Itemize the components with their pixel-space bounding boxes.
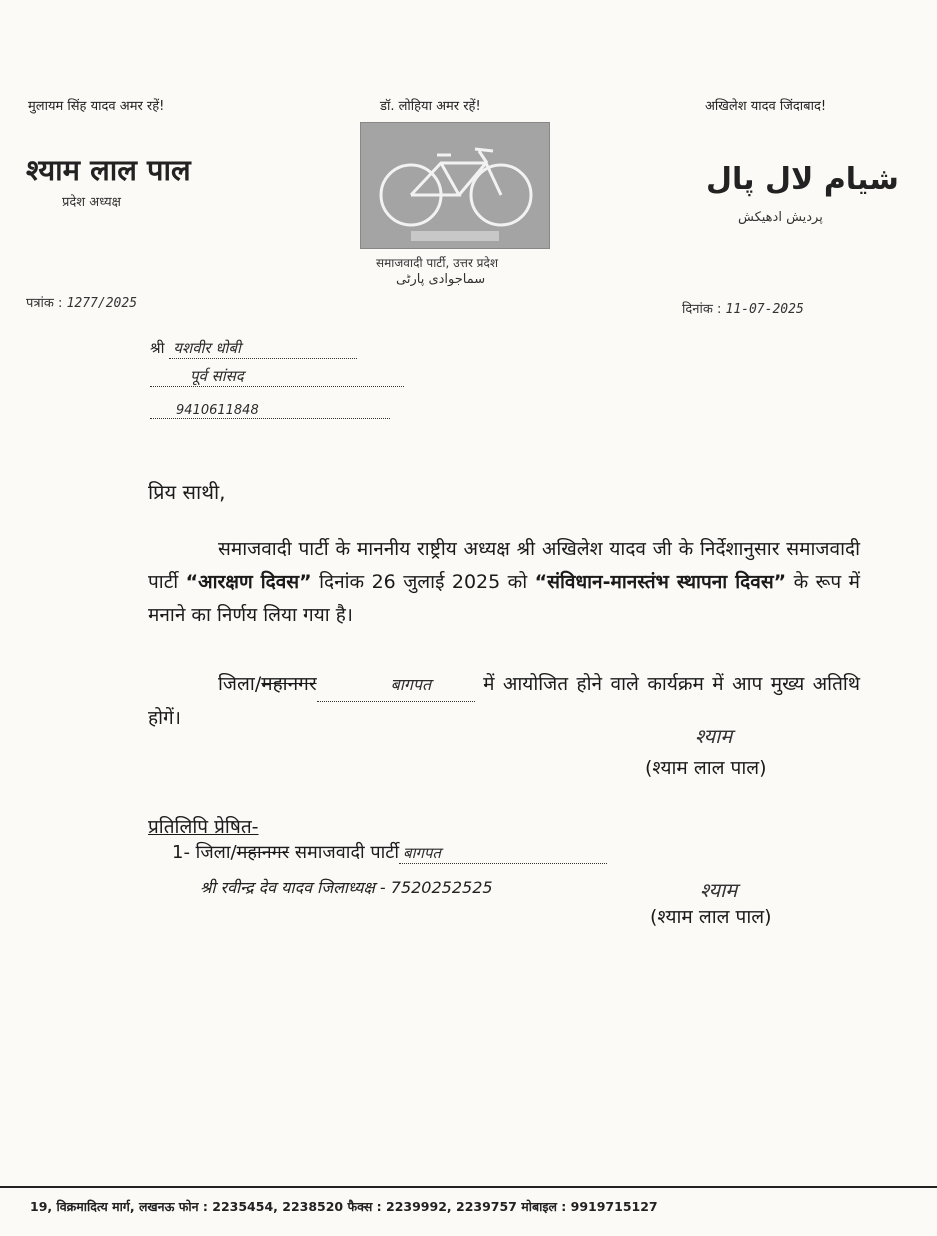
- addressee-designation-line: [150, 366, 404, 387]
- addressee-name-line: [150, 338, 357, 359]
- copy-to-line: [172, 840, 607, 864]
- copy-line-mid: समाजवादी पार्टी: [289, 842, 400, 863]
- para2-text-1: जिला/: [218, 673, 262, 695]
- letter-date: [682, 299, 804, 317]
- footer-divider: [0, 1186, 937, 1188]
- slogan-left: मुलायम सिंह यादव अमर रहें!: [28, 99, 165, 114]
- para1-bold-1: “आरक्षण दिवस”: [185, 571, 312, 593]
- para2-text-2: में आयोजित होने वाले कार्यक्रम में आप मुख्य अतिथि होगें।: [148, 673, 860, 729]
- sender-title-hindi: प्रदेश अध्यक्ष: [62, 195, 121, 210]
- addressee-prefix: श्री: [150, 339, 165, 357]
- para1-text-3: के रूप में मनाने का निर्णय लिया गया है।: [148, 571, 860, 626]
- date-value: 11-07-2025: [725, 302, 804, 317]
- sender-name-urdu: شیام لال پال: [706, 162, 899, 197]
- addressee-phone: 9410611848: [150, 403, 390, 419]
- bicycle-icon: [361, 123, 549, 248]
- sender-title-urdu: پردیش ادھیکش: [738, 210, 823, 225]
- para1-text-1: समाजवादी पार्टी के माननीय राष्ट्रीय अध्यक्ष श्री अखिलेश यादव जी के निर्देशानुसार समाजवादी पार्टी: [148, 538, 860, 593]
- signature-scribble-2: श्याम: [700, 878, 738, 902]
- body-paragraph-2: [148, 668, 860, 735]
- para2-struck: महानगर: [261, 673, 317, 695]
- body-paragraph-1: [148, 533, 860, 632]
- copy-handwritten-note: श्री रवीन्द्र देव यादव जिलाध्यक्ष - 7520252525: [200, 878, 493, 897]
- party-logo: [360, 122, 550, 249]
- copy-line-struck: महानगर: [236, 842, 290, 863]
- addressee-name: यशवीर धोबी: [169, 338, 357, 359]
- slogan-center: डॉ. लोहिया अमर रहें!: [380, 99, 481, 114]
- addressee-designation: पूर्व सांसद: [150, 366, 404, 387]
- party-name-urdu: سماجوادی پارٹی: [396, 272, 486, 287]
- reference-number: [26, 293, 137, 311]
- copy-to-heading: प्रतिलिपि प्रेषित-: [148, 816, 259, 838]
- addressee-phone-line: [150, 403, 390, 419]
- reference-value: 1277/2025: [66, 296, 138, 311]
- date-label: दिनांक :: [682, 302, 722, 317]
- copy-line-prefix: 1- जिला/: [172, 842, 237, 863]
- slogan-right: अखिलेश यादव जिंदाबाद!: [705, 99, 827, 114]
- para1-bold-2: “संविधान-मानस्तंभ स्थापना दिवस”: [534, 571, 787, 593]
- signature-scribble-1: श्याम: [695, 724, 733, 748]
- reference-label: पत्रांक :: [26, 296, 63, 311]
- para1-text-2: दिनांक 26 जुलाई 2025 को: [311, 571, 535, 593]
- sender-name-hindi: श्याम लाल पाल: [26, 153, 191, 187]
- footer-address: 19, विक्रमादित्य मार्ग, लखनऊ फोन : 2235454, 2238520 फैक्स : 2239992, 2239757 मोबाइल : 9919715127: [30, 1199, 658, 1214]
- salutation: प्रिय साथी,: [148, 480, 226, 504]
- signatory-name-1: (श्याम लाल पाल): [645, 757, 767, 779]
- party-name-hindi: समाजवादी पार्टी, उत्तर प्रदेश: [376, 256, 499, 270]
- para2-district: बागपत: [317, 668, 475, 702]
- signatory-name-2: (श्याम लाल पाल): [650, 906, 772, 928]
- copy-line-district: बागपत: [399, 843, 607, 864]
